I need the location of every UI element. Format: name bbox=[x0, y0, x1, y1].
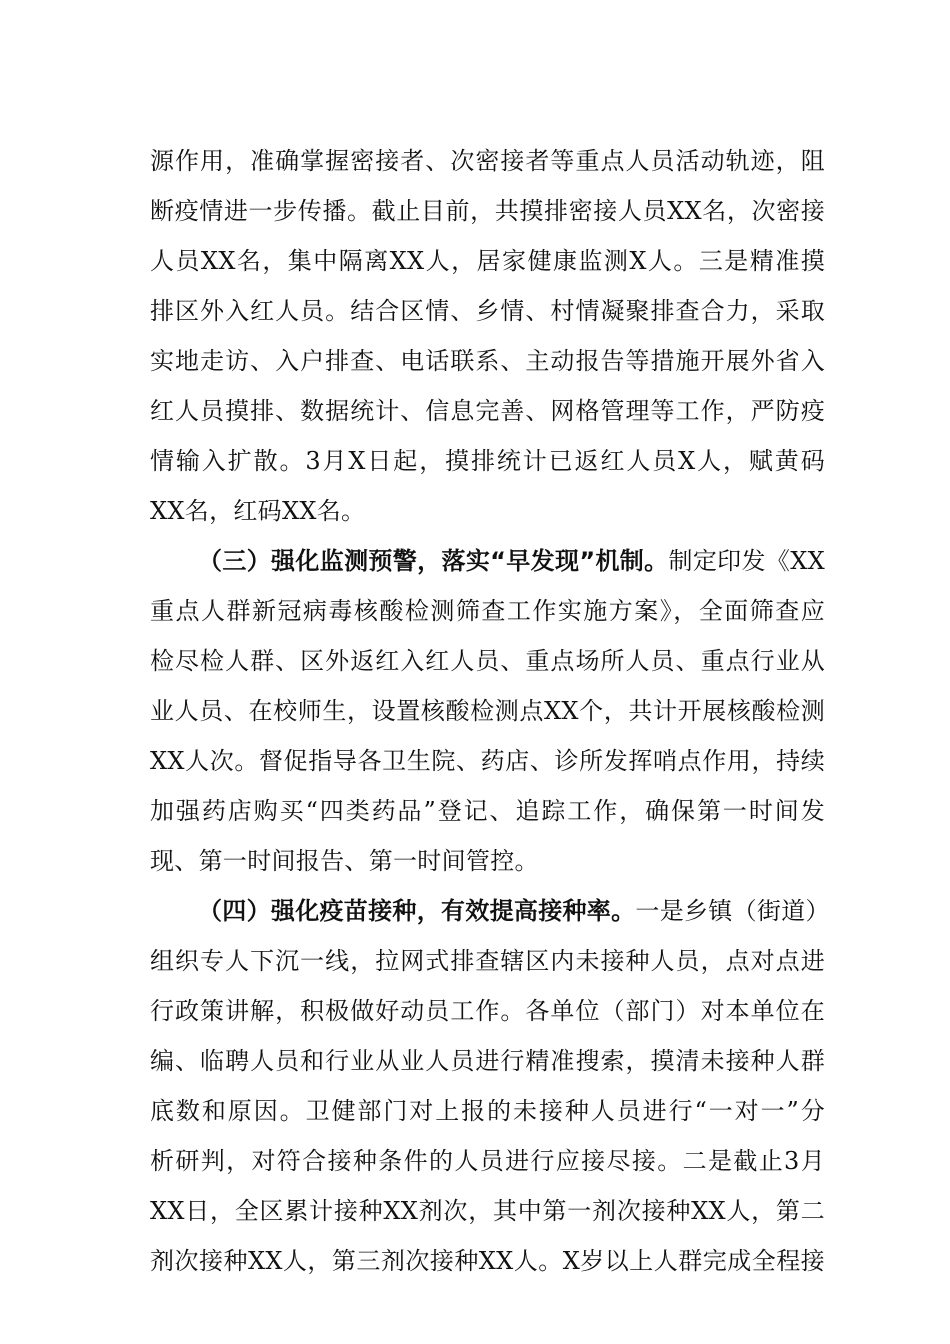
paragraph-2-line-6: 加强药店购买“四类药品”登记、追踪工作，确保第一时间发 bbox=[150, 797, 825, 825]
paragraph-1-line-3: 人员XX名，集中隔离XX人，居家健康监测X人。三是精准摸 bbox=[150, 247, 825, 275]
paragraph-3-line-6: 析研判，对符合接种条件的人员进行应接尽接。二是截止3月 bbox=[150, 1147, 825, 1175]
paragraph-2-first-line-text: 制定印发《XX bbox=[668, 547, 825, 575]
paragraph-1-line-2: 断疫情进一步传播。截止目前，共摸排密接人员XX名，次密接 bbox=[150, 197, 825, 225]
paragraph-3-line-8: 剂次接种XX人，第三剂次接种XX人。X岁以上人群完成全程接 bbox=[150, 1247, 825, 1275]
paragraph-3-line-2: 组织专人下沉一线，拉网式排查辖区内未接种人员，点对点进 bbox=[150, 947, 825, 975]
paragraph-3-first-line-text: 一是乡镇（街道） bbox=[635, 897, 830, 925]
paragraph-1-line-5: 实地走访、入户排查、电话联系、主动报告等措施开展外省入 bbox=[150, 347, 825, 375]
paragraph-3-first-line bbox=[198, 888, 830, 934]
paragraph-1-line-1: 源作用，准确掌握密接者、次密接者等重点人员活动轨迹，阻 bbox=[150, 147, 825, 175]
paragraph-2-line-5: XX人次。督促指导各卫生院、药店、诊所发挥哨点作用，持续 bbox=[150, 747, 825, 775]
paragraph-3-heading: （四）强化疫苗接种，有效提高接种率。 bbox=[198, 897, 636, 925]
paragraph-1-line-4: 排区外入红人员。结合区情、乡情、村情凝聚排查合力，采取 bbox=[150, 297, 825, 325]
paragraph-2-heading: （三）强化监测预警，落实“早发现”机制。 bbox=[198, 547, 669, 575]
paragraph-3-line-3: 行政策讲解，积极做好动员工作。各单位（部门）对本单位在 bbox=[150, 997, 825, 1025]
paragraph-2-line-2: 重点人群新冠病毒核酸检测筛查工作实施方案》，全面筛查应 bbox=[150, 597, 825, 625]
paragraph-1-line-6: 红人员摸排、数据统计、信息完善、网格管理等工作，严防疫 bbox=[150, 397, 825, 425]
paragraph-1-line-7: 情输入扩散。3月X日起，摸排统计已返红人员X人，赋黄码 bbox=[150, 447, 825, 475]
paragraph-3-line-4: 编、临聘人员和行业从业人员进行精准搜索，摸清未接种人群 bbox=[150, 1047, 825, 1075]
paragraph-2-first-line bbox=[198, 538, 825, 584]
paragraph-1-line-8: XX名，红码XX名。 bbox=[150, 497, 366, 525]
paragraph-3-line-7: XX日，全区累计接种XX剂次，其中第一剂次接种XX人，第二 bbox=[150, 1197, 825, 1225]
paragraph-2-line-3: 检尽检人群、区外返红入红人员、重点场所人员、重点行业从 bbox=[150, 647, 825, 675]
paragraph-2-line-4: 业人员、在校师生，设置核酸检测点XX个，共计开展核酸检测 bbox=[150, 697, 825, 725]
paragraph-3-line-5: 底数和原因。卫健部门对上报的未接种人员进行“一对一”分 bbox=[150, 1097, 825, 1125]
paragraph-2-line-7: 现、第一时间报告、第一时间管控。 bbox=[150, 847, 539, 875]
